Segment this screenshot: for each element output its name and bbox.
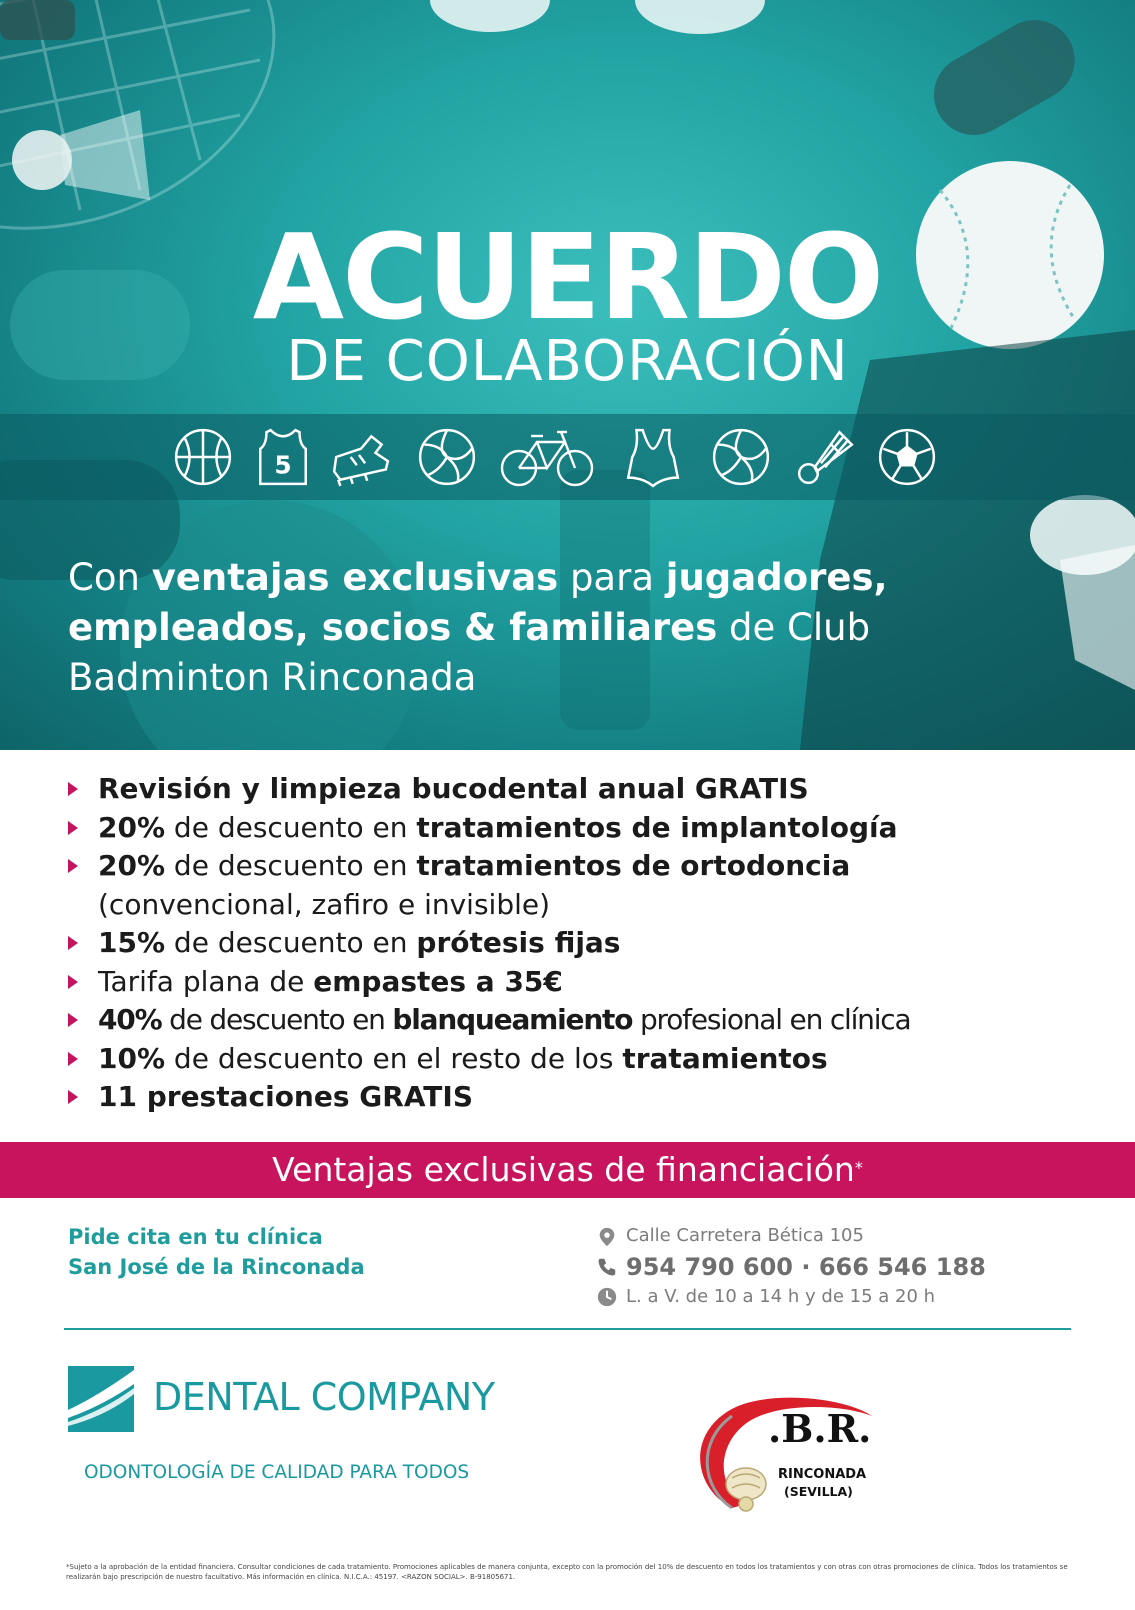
basketball-icon — [172, 426, 234, 488]
benefit-bold: 10% — [98, 1041, 166, 1075]
club-city: RINCONADA — [778, 1467, 867, 1482]
bullet-triangle-icon — [68, 975, 78, 989]
benefit-text: de descuento en — [165, 810, 417, 844]
benefit-text: Tarifa plana de — [98, 964, 314, 998]
address-text: Calle Carretera Bética 105 — [626, 1225, 864, 1246]
sport-icons-row — [172, 414, 972, 500]
benefit-bold: 20% — [98, 849, 166, 882]
benefit-bold: 20% — [98, 810, 166, 844]
benefit-text: profesional en clínica — [632, 1003, 911, 1036]
benefit-item — [64, 924, 1084, 963]
appointment-info — [68, 1222, 365, 1282]
benefit-bold: tratamientos — [622, 1041, 828, 1075]
jersey-icon — [252, 426, 314, 488]
benefit-bold: 40% — [98, 1003, 162, 1036]
address-row — [594, 1222, 986, 1252]
benefit-bold: empastes a 35€ — [313, 964, 563, 998]
swimsuit-icon — [622, 426, 684, 488]
benefit-bold: 15% — [98, 926, 166, 959]
jersey-number: 5 — [274, 450, 292, 480]
benefit-text: de descuento en — [165, 849, 417, 882]
benefit-item — [64, 847, 1084, 924]
bullet-triangle-icon — [68, 1013, 78, 1027]
brand-name: DENTAL COMPANY — [153, 1375, 495, 1419]
volleyball-icon — [710, 426, 772, 488]
appointment-line-1: Pide cita en tu clínica — [68, 1225, 323, 1249]
volleyball-icon — [416, 426, 478, 488]
club-initials: .B.R. — [768, 1406, 872, 1451]
bullet-triangle-icon — [68, 936, 78, 950]
disclaimer-text: *Sujeto a la aprobación de la entidad financiera. Consultar condiciones de cada tratamiento. Promociones aplicables de manera conjunta, excepto con la promoción del 10% de descuento en todos los tratamientos y con otras con otras promociones de clínica. Todos los tratamientos se realizarán bajo prescripción de nuestro facultativo. Más información en clínica. N.I.C.A.: 45197. <RAZON SOCIAL>. B-91805671. — [66, 1563, 1068, 1581]
club-province: (SEVILLA) — [784, 1484, 853, 1499]
brand-tagline: ODONTOLOGÍA DE CALIDAD PARA TODOS — [84, 1462, 470, 1483]
intro-bold-2: jugadores, empleados, socios & familiares — [68, 556, 888, 649]
phone-row — [594, 1252, 986, 1282]
benefit-item — [64, 770, 1084, 809]
benefit-bold: 11 prestaciones GRATIS — [98, 1080, 473, 1113]
financing-banner — [0, 1142, 1135, 1198]
benefit-bold: Revisión y limpieza bucodental anual GRATIS — [98, 772, 809, 805]
financing-asterisk: * — [854, 1158, 863, 1177]
phone-text: 954 790 600 · 666 546 188 — [626, 1253, 986, 1281]
benefit-bold: blanqueamiento — [392, 1003, 633, 1036]
benefit-item — [64, 1001, 1084, 1040]
bullet-triangle-icon — [68, 782, 78, 796]
benefit-text: de descuento en el resto de los — [165, 1041, 623, 1075]
bullet-triangle-icon — [68, 821, 78, 835]
bullet-triangle-icon — [68, 1052, 78, 1066]
intro-bold-1: ventajas exclusivas — [151, 556, 559, 599]
sub-headline: DE COLABORACIÓN — [286, 329, 849, 394]
financing-text: Ventajas exclusivas de financiación — [272, 1150, 855, 1189]
hours-text: L. a V. de 10 a 14 h y de 15 a 20 h — [626, 1286, 936, 1307]
benefit-continuation: (convencional, zafiro e invisible) — [98, 887, 551, 921]
benefits-list — [64, 770, 1084, 1117]
shuttlecock-icon — [794, 426, 856, 488]
benefit-item — [64, 1040, 1084, 1079]
benefit-item — [64, 1078, 1084, 1117]
benefit-bold: prótesis fijas — [416, 926, 621, 959]
benefit-bold: tratamientos de ortodoncia — [416, 849, 851, 882]
benefit-item — [64, 963, 1084, 1002]
hero-intro-text — [68, 553, 1078, 703]
divider-line — [64, 1328, 1071, 1330]
hours-row — [594, 1282, 986, 1312]
club-logo — [692, 1392, 892, 1516]
sneaker-icon — [330, 426, 392, 488]
headline: ACUERDO — [252, 208, 883, 346]
phone-icon — [596, 1256, 618, 1278]
bicycle-icon — [499, 428, 595, 488]
intro-text-2: para — [558, 556, 666, 599]
appointment-line-2: San José de la Rinconada — [68, 1255, 365, 1279]
benefit-bold: tratamientos de implantología — [416, 810, 898, 844]
clock-icon — [596, 1286, 618, 1308]
benefit-text: de descuento en — [165, 926, 417, 959]
benefit-item — [64, 809, 1084, 848]
intro-text-3: de Club Badminton Rinconada — [68, 606, 871, 699]
bullet-triangle-icon — [68, 859, 78, 873]
soccer-ball-icon — [876, 426, 938, 488]
contact-info — [594, 1222, 986, 1312]
intro-text-1: Con — [68, 556, 152, 599]
hero-banner — [0, 0, 1135, 750]
location-pin-icon — [596, 1226, 618, 1248]
bullet-triangle-icon — [68, 1090, 78, 1104]
benefit-text: de descuento en — [161, 1003, 393, 1036]
dental-company-logo-mark — [68, 1366, 134, 1432]
